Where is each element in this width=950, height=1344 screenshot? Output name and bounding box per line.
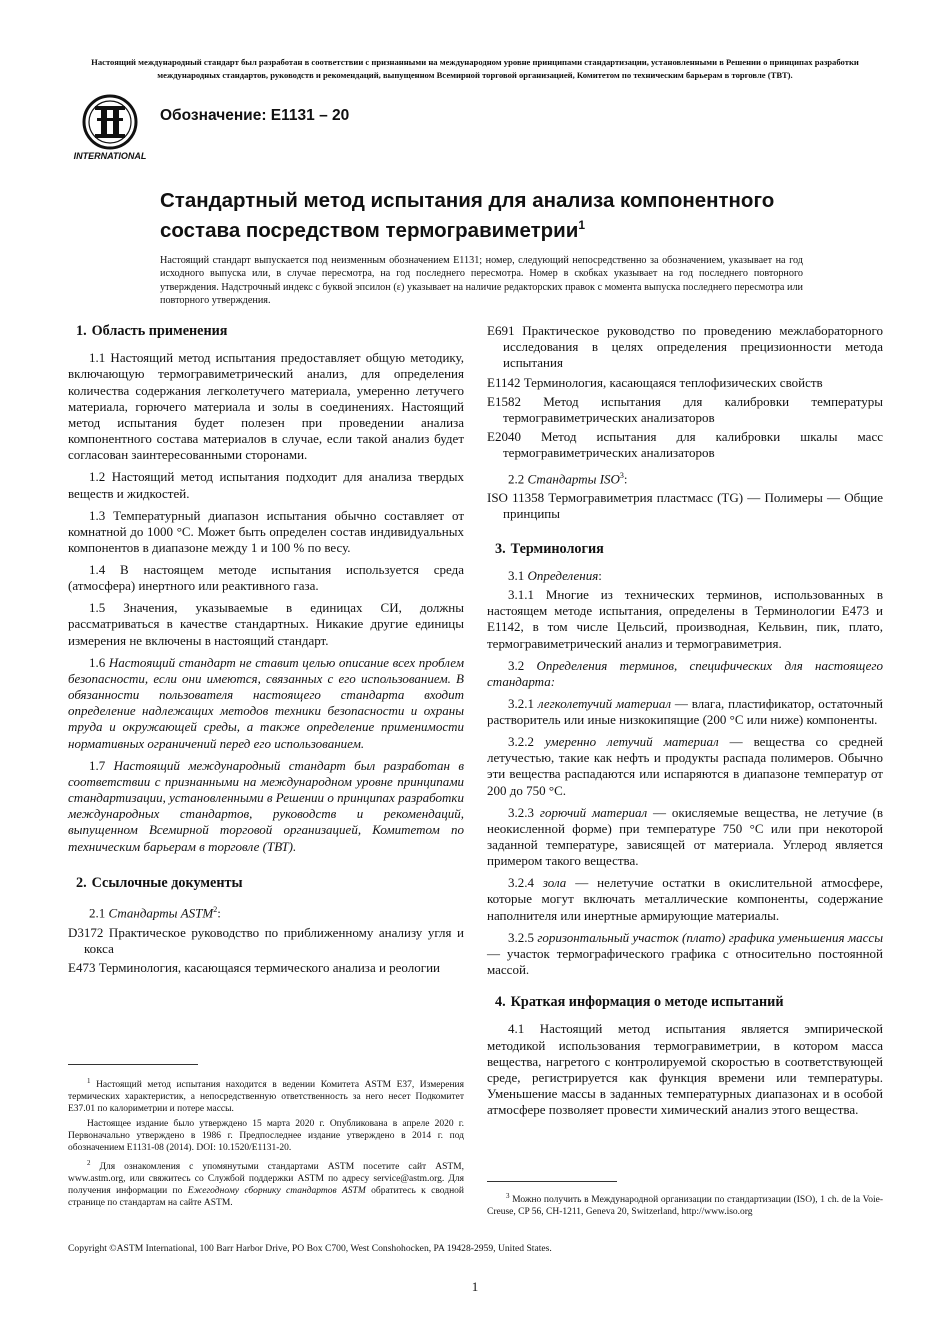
subsection-number: 3.1 xyxy=(508,567,525,583)
footnote-1 xyxy=(68,1075,464,1115)
term-3-2-3 xyxy=(487,805,883,870)
footnote-mark: 1 xyxy=(87,1077,91,1085)
reference-iso-11358: ISO 11358 Термогравиметрия пластмасс (TG) — Полимеры — Общие принципы xyxy=(487,490,883,522)
paragraph-1-2: 1.2 Настоящий метод испытания подходит для анализа твердых веществ и жидкостей. xyxy=(68,469,464,501)
footnote-text: Можно получить в Международной организации по стандартизации (ISO), 1 ch. de la Voie-Creuse, CP 56, CH-1211, Geneva 20, Switzerland, http://www.iso.org xyxy=(487,1195,884,1218)
footnote-rule-right xyxy=(487,1181,617,1182)
paragraph-3-1-1: 3.1.1 Многие из технических терминов, использованных в настоящем методе испытания, определены в Терминологии E473 и E1142, в том числе Цельсий, производная, Кельвин, пик, плато, термогравиметрический анализ и термогравиметрия. xyxy=(487,586,883,651)
section-4-heading xyxy=(487,994,883,1010)
term-name: легколетучий материал xyxy=(537,695,672,711)
paragraph-1-5: 1.5 Значения, указываемые в единицах СИ, должны рассматриваться в качестве стандартных. Никакие другие единицы измерения не включены в настоящий стандарт. xyxy=(68,600,464,648)
reference-d3172: D3172 Практическое руководство по приближенному анализу угля и кокса xyxy=(68,924,464,956)
section-number: 3. xyxy=(495,540,506,557)
paragraph-text: Настоящий международный стандарт был разработан в соответствии с признанными на международном уровне принципами стандартизации, установленными в Решении о принципах разработки международных стандартов, руководств и рекомендаций, выпущенном Всемирной торговой организацией, Комитетом по техническим барьерам в торговле (ТВТ). xyxy=(68,757,464,854)
term-definition: — окисляемые вещества, не летучие (в неокисленной форме) при температуре 750 °C или при некоторой заданной температуре, зависящей от материала. Углерод является примером такого вещества. xyxy=(487,804,883,869)
left-column xyxy=(68,323,464,979)
term-number: 3.2.4 xyxy=(508,875,534,891)
term-definition: — участок термографического графика с относительно постоянной массой. xyxy=(487,945,883,978)
footnote-text: Настоящий метод испытания находится в ведении Комитета ASTM E37, Измерения термических характеристик, а непосредственную ответственность за него несет Подкомитет E37.01 по калориметрии и потере массы. xyxy=(68,1080,465,1115)
section-2-heading xyxy=(68,875,464,891)
footnote-text-end: обратитесь к сводной странице по стандартам на сайте ASTM. xyxy=(68,1186,464,1209)
subsection-number: 3.2 xyxy=(508,657,525,673)
footnote-text: Для ознакомления с упомянутыми стандартами ASTM посетите сайт ASTM, www.astm.org, или свяжитесь со Службой поддержки ASTM по адресу service@astm.org. Для получения информации по xyxy=(68,1162,465,1197)
paragraph-number: 1.6 xyxy=(89,654,106,670)
term-definition: — нелетучие остатки в окислительной атмосфере, которые могут включать металлические компоненты, содержание наполнителя или инертные армирующие материалы. xyxy=(487,875,884,923)
preamble: Настоящий стандарт выпускается под неизменным обозначением E1131; номер, следующий непосредственно за обозначением, указывает на год исходного выпуска или, в случае пересмотра, на год последнего пересмотра. Номер в скобках указывает на год последнего повторного утверждения. Надстрочный индекс с буквой эпсилон (ε) указывает на наличие редакторских правок с момента выпуска последнего пересмотра или повторного утверждения. xyxy=(160,255,803,307)
section-3-heading xyxy=(487,541,883,557)
subsection-3-1: 3.1 Определения: xyxy=(508,567,602,583)
paragraph-4-1: 4.1 Настоящий метод испытания является эмпирической методикой использования термогравиметрии, в котором масса вещества, нагретого с контролируемой скоростью в соответствующей среде, регистрируется как функция времени или температуры. Уменьшение массы в заданных температурных диапазонах и в особой атмосфере позволяет провести химический анализ этого вещества. xyxy=(487,1021,883,1118)
section-number: 4. xyxy=(495,994,506,1011)
term-name: горючий материал xyxy=(539,804,648,820)
term-3-2-2 xyxy=(487,734,883,799)
subsection-number: 2.2 xyxy=(508,470,525,486)
title-text: Стандартный метод испытания для анализа компонентного состава посредством термогравиметрии xyxy=(160,189,775,242)
footnote-italic-text: Ежегодному сборнику стандартов ASTM xyxy=(187,1186,366,1197)
paragraph-1-6 xyxy=(68,655,464,752)
term-number: 3.2.2 xyxy=(508,733,534,749)
term-number: 3.2.5 xyxy=(508,929,534,945)
subsection-2-1: 2.1 Стандарты ASTM$^2$: xyxy=(89,905,221,921)
subsection-2-2: 2.2 Стандарты ISO$^3$: xyxy=(508,470,628,486)
reference-e2040: E2040 Метод испытания для калибровки шкалы масс термогравиметрических анализаторов xyxy=(487,429,883,461)
term-name: горизонтальный участок (плато) графика уменьшения массы xyxy=(537,929,883,945)
paragraph-1-1: 1.1 Настоящий метод испытания предоставляет общую методику, включающую термогравиметрический анализ, для определения количества содержания легколетучего материала, умеренно летучего материала, горючего материала и золы в соединениях. Настоящий метод испытания будет полезен при проведении анализа компонентного состава материалов в случае, если такой анализ будет согласован заинтересованными сторонами. xyxy=(68,350,464,463)
subsection-3-2 xyxy=(487,658,883,690)
term-3-2-1 xyxy=(487,696,883,728)
section-title: Терминология xyxy=(510,540,604,557)
footnote-2 xyxy=(68,1157,464,1209)
paragraph-1-7 xyxy=(68,758,464,855)
section-title: Ссылочные документы xyxy=(91,874,243,891)
subsection-label: Стандарты ISO xyxy=(527,470,620,486)
term-number: 3.2.3 xyxy=(508,804,534,820)
reference-e1582: E1582 Метод испытания для калибровки температуры термогравиметрических анализаторов xyxy=(487,393,883,426)
paragraph-1-4: 1.4 В настоящем методе испытания используется среда (атмосфера) инертного или реактивного газа. xyxy=(68,562,464,594)
right-column xyxy=(487,323,883,1124)
subsection-label: Определения терминов, специфических для настоящего стандарта: xyxy=(487,657,883,689)
footnote-mark: 3 xyxy=(619,470,624,480)
paragraph-number: 1.7 xyxy=(89,757,106,773)
term-number: 3.2.1 xyxy=(508,695,534,711)
copyright: Copyright ©ASTM International, 100 Barr Harbor Drive, PO Box C700, West Conshohocken, PA 19428-2959, United States. xyxy=(68,1243,552,1254)
document-title xyxy=(160,189,860,243)
footnotes-right xyxy=(487,1190,883,1221)
section-number: 2. xyxy=(76,874,87,891)
term-3-2-4 xyxy=(487,875,883,924)
page-number: 1 xyxy=(471,1279,479,1294)
reference-e1142: E1142 Терминология, касающаяся теплофизических свойств xyxy=(487,374,823,390)
subsection-label: Стандарты ASTM xyxy=(108,905,214,921)
title-footnote-mark: 1 xyxy=(578,218,586,232)
footnote-mark: 3 xyxy=(506,1192,510,1200)
footnote-3 xyxy=(487,1190,883,1218)
section-title: Область применения xyxy=(91,323,228,339)
paragraph-1-3: 1.3 Температурный диапазон испытания обычно составляет от комнатной до 1000 °C. Может быть определен состав индивидуальных компонентов в диапазоне между 1 и 100 % по весу. xyxy=(68,507,464,556)
footnotes-left xyxy=(68,1075,464,1212)
footnote-1-edition: Настоящее издание было утверждено 15 марта 2020 г. Опубликована в апреле 2020 г. Первоначально утверждено в 1986 г. Предпоследнее издание утверждено в 2014 г. под обозначением E1131-08 (2014). DOI: 10.1520/E1131-20. xyxy=(68,1119,464,1154)
astm-logo-subtitle: INTERNATIONAL xyxy=(73,151,147,161)
designation: Обозначение: E1131 – 20 xyxy=(160,107,350,124)
astm-logo xyxy=(68,92,152,162)
reference-e691: E691 Практическое руководство по проведению межлабораторного исследования в целях определения прецизионности метода испытания xyxy=(487,323,883,371)
section-number: 1. xyxy=(76,323,87,339)
term-name: зола xyxy=(542,875,567,891)
term-3-2-5 xyxy=(487,930,883,979)
footnote-mark: 2 xyxy=(213,905,218,915)
section-1-heading xyxy=(68,323,464,339)
paragraph-text: Настоящий стандарт не ставит целью описание всех проблем безопасности, если они имеются, связанных с его использованием. В обязанности пользователя настоящего стандарта входит определение надлежащих методов техники безопасности и охраны труда и окружающей среды, а также определение применимости нормативных ограничений перед его использованием. xyxy=(68,654,464,751)
astm-logo-graphic xyxy=(68,92,152,162)
wto-notice: Настоящий международный стандарт был разработан в соответствии с признанными на международном уровне принципами стандартизации, установленными в Решении о принципах разработки международных стандартов, руководств и рекомендаций, выпущенном Всемирной торговой организацией, Комитетом по техническим барьерам в торговле (ТВТ). xyxy=(91,57,859,80)
term-name: умеренно летучий материал xyxy=(544,733,719,749)
footnote-rule xyxy=(68,1064,198,1065)
term-definition: — влага, пластификатор, остаточный растворитель или иные низкокипящие (200 °C или ниже) компоненты. xyxy=(487,695,883,727)
subsection-number: 2.1 xyxy=(89,905,106,921)
term-definition: — вещества со средней летучестью, такие как нефть и продукты распада полимеров. Обычно эти вещества распадаются или испаряются в диапазоне температур от 200 до 750 °C. xyxy=(487,733,884,798)
footnote-mark: 2 xyxy=(87,1159,91,1168)
reference-e473: E473 Терминология, касающаяся термического анализа и реологии xyxy=(68,960,440,976)
section-title: Краткая информация о методе испытаний xyxy=(510,994,784,1011)
subsection-label: Определения xyxy=(527,567,599,583)
